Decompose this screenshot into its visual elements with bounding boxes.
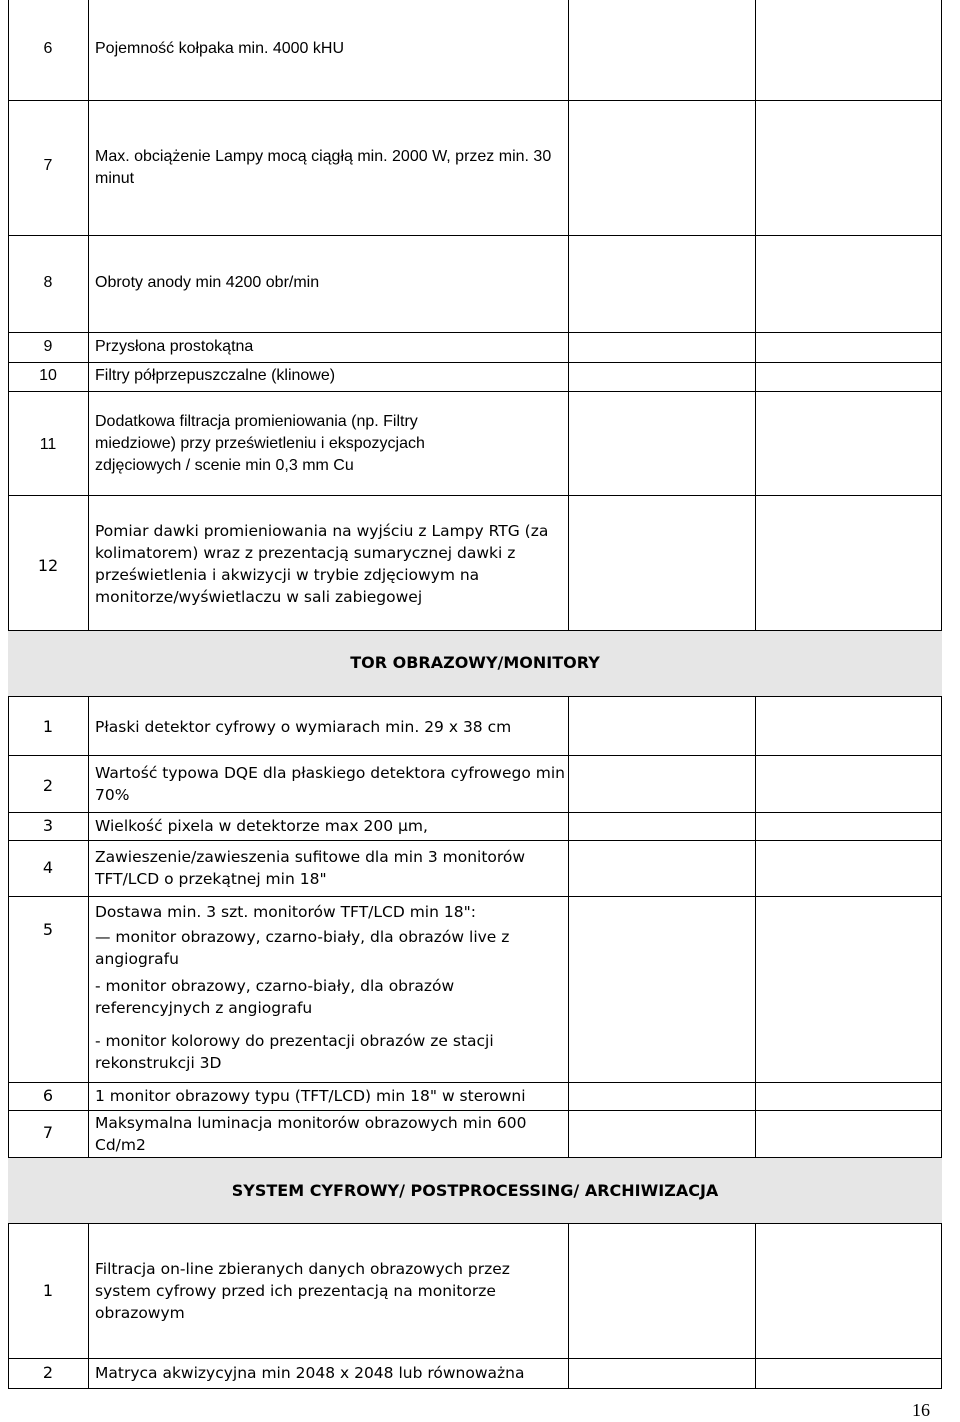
table-row xyxy=(8,363,942,392)
row-description: Max. obciążenie Lampy mocą ciągłą min. 2000 W, przez min. 30 minut xyxy=(95,148,552,187)
monitor-delivery-heading: Dostawa min. 3 szt. monitorów TFT/LCD min 18": xyxy=(95,903,476,921)
table-row xyxy=(8,897,942,1083)
table-row xyxy=(8,841,942,897)
row-number: 12 xyxy=(37,556,59,575)
table-row xyxy=(8,101,942,236)
section-title: SYSTEM CYFROWY/ POSTPROCESSING/ ARCHIWIZACJA xyxy=(231,1181,719,1200)
row-number: 2 xyxy=(42,1363,54,1382)
section-header-system xyxy=(8,1158,942,1224)
row-number: 2 xyxy=(42,776,54,795)
section-header-monitors xyxy=(8,631,942,697)
row-description: Dodatkowa filtracja promieniowania (np. Filtry miedziowe) przy prześwietleniu i ekspozycjach zdjęciowych / scenie min 0,3 mm Cu xyxy=(95,413,425,474)
row-description: Filtracja on-line zbieranych danych obrazowych przez system cyfrowy przed ich prezentacją na monitorze obrazowym xyxy=(95,1260,510,1322)
page-number: 16 xyxy=(912,1400,930,1420)
row-number: 7 xyxy=(43,157,53,174)
table-row xyxy=(8,496,942,631)
table-row xyxy=(8,1083,942,1111)
row-number: 5 xyxy=(42,920,54,939)
row-description: Przysłona prostokątna xyxy=(95,338,254,355)
row-number: 9 xyxy=(43,338,53,355)
table-row xyxy=(8,0,942,101)
row-description: Matryca akwizycyjna min 2048 x 2048 lub równoważna xyxy=(95,1364,525,1382)
row-number: 1 xyxy=(42,717,54,736)
row-number: 1 xyxy=(42,1281,54,1300)
row-description: Wartość typowa DQE dla płaskiego detektora cyfrowego min 70% xyxy=(95,764,565,804)
row-number: 4 xyxy=(42,858,54,877)
monitor-item-live: — monitor obrazowy, czarno-biały, dla obrazów live z angiografu xyxy=(95,928,510,968)
table-row xyxy=(8,1111,942,1158)
row-description: Maksymalna luminacja monitorów obrazowych min 600 Cd/m2 xyxy=(95,1114,527,1154)
row-number: 6 xyxy=(42,1086,54,1105)
row-description: Zawieszenie/zawieszenia sufitowe dla min 3 monitorów TFT/LCD o przekątnej min 18" xyxy=(95,848,526,888)
table-row xyxy=(8,813,942,841)
table-row xyxy=(8,1359,942,1389)
table-row xyxy=(8,756,942,813)
row-description: Pojemność kołpaka min. 4000 kHU xyxy=(95,40,345,57)
row-description: Obroty anody min 4200 obr/min xyxy=(95,274,320,291)
row-number: 3 xyxy=(42,816,54,835)
row-description: 1 monitor obrazowy typu (TFT/LCD) min 18" w sterowni xyxy=(95,1087,526,1105)
table-row xyxy=(8,392,942,496)
row-number: 8 xyxy=(43,274,53,291)
monitor-item-color-3d: - monitor kolorowy do prezentacji obrazów ze stacji rekonstrukcji 3D xyxy=(95,1032,494,1072)
row-number: 11 xyxy=(39,436,57,453)
table-row xyxy=(8,236,942,333)
table-row xyxy=(8,697,942,756)
table-row xyxy=(8,333,942,363)
table-row xyxy=(8,1224,942,1359)
row-description: Pomiar dawki promieniowania na wyjściu z Lampy RTG (za kolimatorem) wraz z prezentacją sumarycznej dawki z prześwietlenia i akwizycji w trybie zdjęciowym na monitorze/wyświetlaczu w sali zabiegowej xyxy=(95,522,549,606)
row-number: 7 xyxy=(42,1123,54,1142)
row-description: Płaski detektor cyfrowy o wymiarach min. 29 x 38 cm xyxy=(95,718,512,736)
section-title: TOR OBRAZOWY/MONITORY xyxy=(350,653,600,672)
row-number: 6 xyxy=(43,40,53,57)
row-description: Filtry półprzepuszczalne (klinowe) xyxy=(95,367,336,384)
row-number: 10 xyxy=(39,367,57,384)
monitor-item-reference: - monitor obrazowy, czarno-biały, dla obrazów referencyjnych z angiografu xyxy=(95,977,455,1017)
row-description: Wielkość pixela w detektorze max 200 µm, xyxy=(95,817,428,835)
